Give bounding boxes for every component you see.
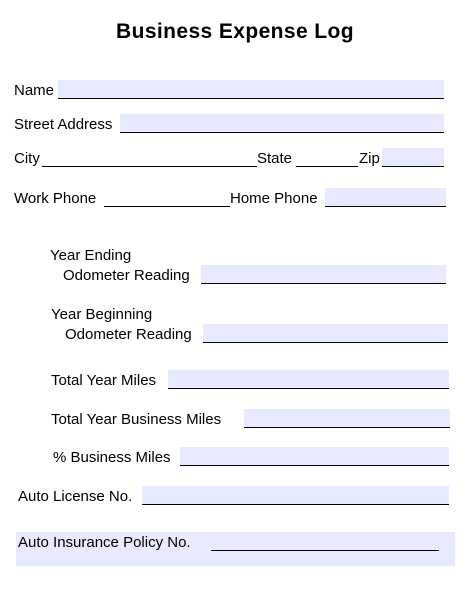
work-phone-field[interactable] xyxy=(104,188,230,207)
auto-insurance-underline xyxy=(211,550,439,551)
total-year-miles-field[interactable] xyxy=(168,370,449,389)
street-address-field[interactable] xyxy=(120,114,444,133)
year-beginning-odometer-label: Odometer Reading xyxy=(65,326,192,343)
auto-license-field[interactable] xyxy=(142,486,449,505)
year-beginning-odometer-field[interactable] xyxy=(203,324,448,343)
name-label: Name xyxy=(14,82,55,99)
name-field[interactable] xyxy=(58,80,444,99)
page-title: Business Expense Log xyxy=(116,20,354,43)
zip-label: Zip xyxy=(359,150,380,167)
percent-business-miles-field[interactable] xyxy=(180,447,449,466)
year-ending-odometer-field[interactable] xyxy=(201,265,446,284)
total-year-business-miles-field[interactable] xyxy=(244,409,450,428)
city-field[interactable] xyxy=(42,148,257,167)
year-ending-odometer-label: Odometer Reading xyxy=(63,267,190,284)
auto-license-label: Auto License No. xyxy=(18,488,133,505)
total-year-business-miles-label: Total Year Business Miles xyxy=(51,411,222,428)
auto-insurance-label: Auto Insurance Policy No. xyxy=(18,534,191,551)
work-phone-label: Work Phone xyxy=(14,190,97,207)
percent-business-miles-label: % Business Miles xyxy=(53,449,171,466)
home-phone-field[interactable] xyxy=(325,188,446,207)
home-phone-label: Home Phone xyxy=(230,190,318,207)
state-field[interactable] xyxy=(296,148,358,167)
street-address-label: Street Address xyxy=(14,116,113,133)
total-year-miles-label: Total Year Miles xyxy=(51,372,157,389)
state-label: State xyxy=(257,150,293,167)
year-beginning-label: Year Beginning xyxy=(51,306,153,323)
zip-field[interactable] xyxy=(382,148,444,167)
city-label: City xyxy=(14,150,40,167)
year-ending-label: Year Ending xyxy=(50,247,132,264)
